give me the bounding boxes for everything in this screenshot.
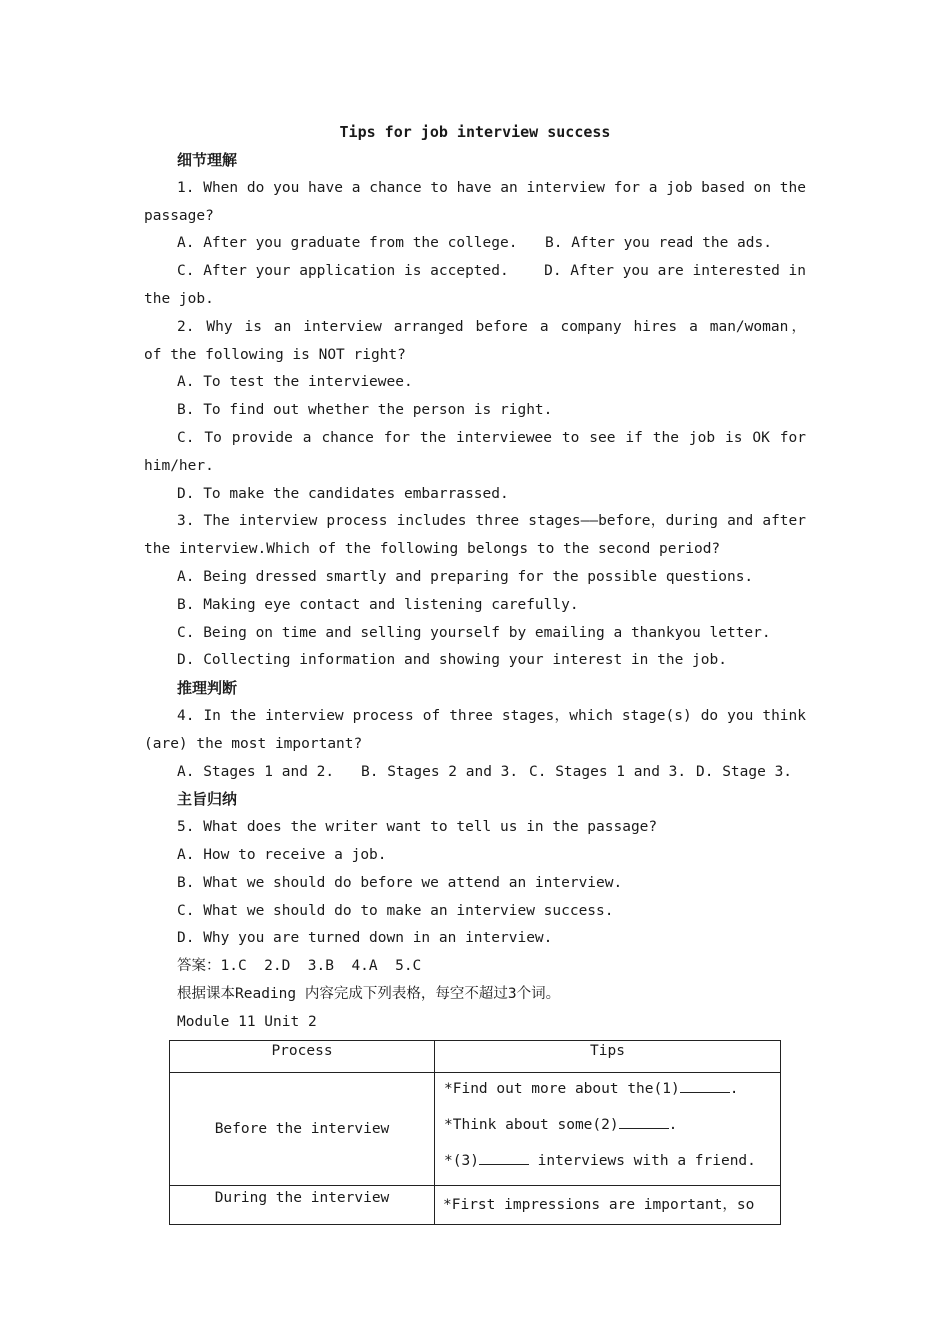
table-instruction: 根据课本Reading 内容完成下列表格，每空不超过3个词。	[177, 985, 561, 1002]
q1-stem-line1: 1. When do you have a chance to have an interview for a job based on the	[177, 179, 806, 196]
blank-2[interactable]	[619, 1114, 669, 1129]
blank-1[interactable]	[680, 1078, 730, 1093]
section-heading-detail: 细节理解	[177, 151, 238, 169]
q3-option-d: D. Collecting information and showing your interest in the job.	[177, 652, 727, 669]
q4-options	[144, 759, 806, 787]
section-heading-main-idea: 主旨归纳	[177, 790, 238, 809]
q5-option-d: D. Why you are turned down in an interview.	[177, 930, 553, 947]
tips-before	[435, 1073, 781, 1186]
tips-during: *First impressions are important，so	[435, 1186, 781, 1225]
q1-options-ab	[144, 230, 806, 258]
q5-option-c: C. What we should do to make an interview success.	[177, 902, 614, 919]
q3-option-a: A. Being dressed smartly and preparing for the possible questions.	[177, 568, 754, 585]
page-title: Tips for job interview success	[339, 123, 611, 141]
q2-option-d: D. To make the candidates embarrassed.	[177, 485, 509, 502]
q1-option-a: A. After you graduate from the college.	[177, 235, 518, 252]
q2-stem-line1: 2. Why is an interview arranged before a company hires a man/woman，	[177, 318, 806, 335]
q5-option-a: A. How to receive a job.	[177, 846, 387, 863]
q1-options-cd	[144, 258, 806, 286]
q3-stem-line2: the interview.Which of the following belongs to the second period?	[144, 541, 721, 558]
q5-stem: 5. What does the writer want to tell us in the passage?	[177, 819, 658, 836]
tip-line-1	[436, 1076, 779, 1112]
q2-option-a: A. To test the interviewee.	[177, 374, 413, 391]
tip-text: interviews with a friend.	[528, 1153, 756, 1169]
tip-line-3	[436, 1148, 779, 1184]
tips-table	[169, 1040, 781, 1225]
process-during: During the interview	[170, 1186, 435, 1225]
table-row-before	[170, 1073, 781, 1186]
header-process: Process	[170, 1041, 435, 1073]
module-label: Module 11 Unit 2	[177, 1013, 317, 1030]
q2-stem-line2: of the following is NOT right?	[144, 346, 406, 363]
q1-option-d: D. After you are interested in	[544, 263, 806, 280]
q1-option-c: C. After your application is accepted.	[177, 263, 509, 280]
q4-stem-line1: 4. In the interview process of three stages，which stage(s) do you think	[177, 707, 806, 724]
q3-option-c: C. Being on time and selling yourself by emailing a thankyou letter.	[177, 624, 771, 641]
header-tips: Tips	[435, 1041, 781, 1073]
q4-option-d: D. Stage 3.	[696, 763, 793, 780]
q3-stem-line1: 3. The interview process includes three stages——before，during and after	[177, 513, 806, 530]
tip-text: *Find out more about the(1)	[444, 1081, 680, 1097]
table-row-during	[170, 1186, 781, 1225]
tip-text: .	[668, 1117, 678, 1133]
tip-text: *(3)	[444, 1153, 479, 1169]
q2-option-b: B. To find out whether the person is right.	[177, 402, 553, 419]
tip-text: *Think about some(2)	[444, 1117, 619, 1133]
q3-option-b: B. Making eye contact and listening carefully.	[177, 596, 579, 613]
question-content	[144, 147, 806, 1037]
table-header-row	[170, 1041, 781, 1073]
q5-option-b: B. What we should do before we attend an interview.	[177, 874, 623, 891]
tip-text: .	[729, 1081, 739, 1097]
q2-option-c-cont: him/her.	[144, 457, 214, 474]
process-before: Before the interview	[170, 1073, 435, 1186]
q4-option-c: C. Stages 1 and 3.	[529, 763, 687, 780]
blank-3[interactable]	[479, 1150, 529, 1165]
q4-stem-line2: (are) the most important?	[144, 735, 363, 752]
q1-option-d-cont: the job.	[144, 290, 214, 307]
q1-stem-line2: passage?	[144, 207, 214, 224]
section-heading-inference: 推理判断	[177, 679, 238, 698]
q2-option-c: C. To provide a chance for the interviewee to see if the job is OK for	[177, 429, 806, 446]
q4-option-a: A. Stages 1 and 2.	[177, 763, 335, 780]
q4-option-b: B. Stages 2 and 3.	[361, 763, 519, 780]
q1-option-b: B. After you read the ads.	[545, 235, 772, 252]
answer-key: 答案：1.C 2.D 3.B 4.A 5.C	[177, 958, 422, 975]
tip-line-2	[436, 1112, 779, 1148]
